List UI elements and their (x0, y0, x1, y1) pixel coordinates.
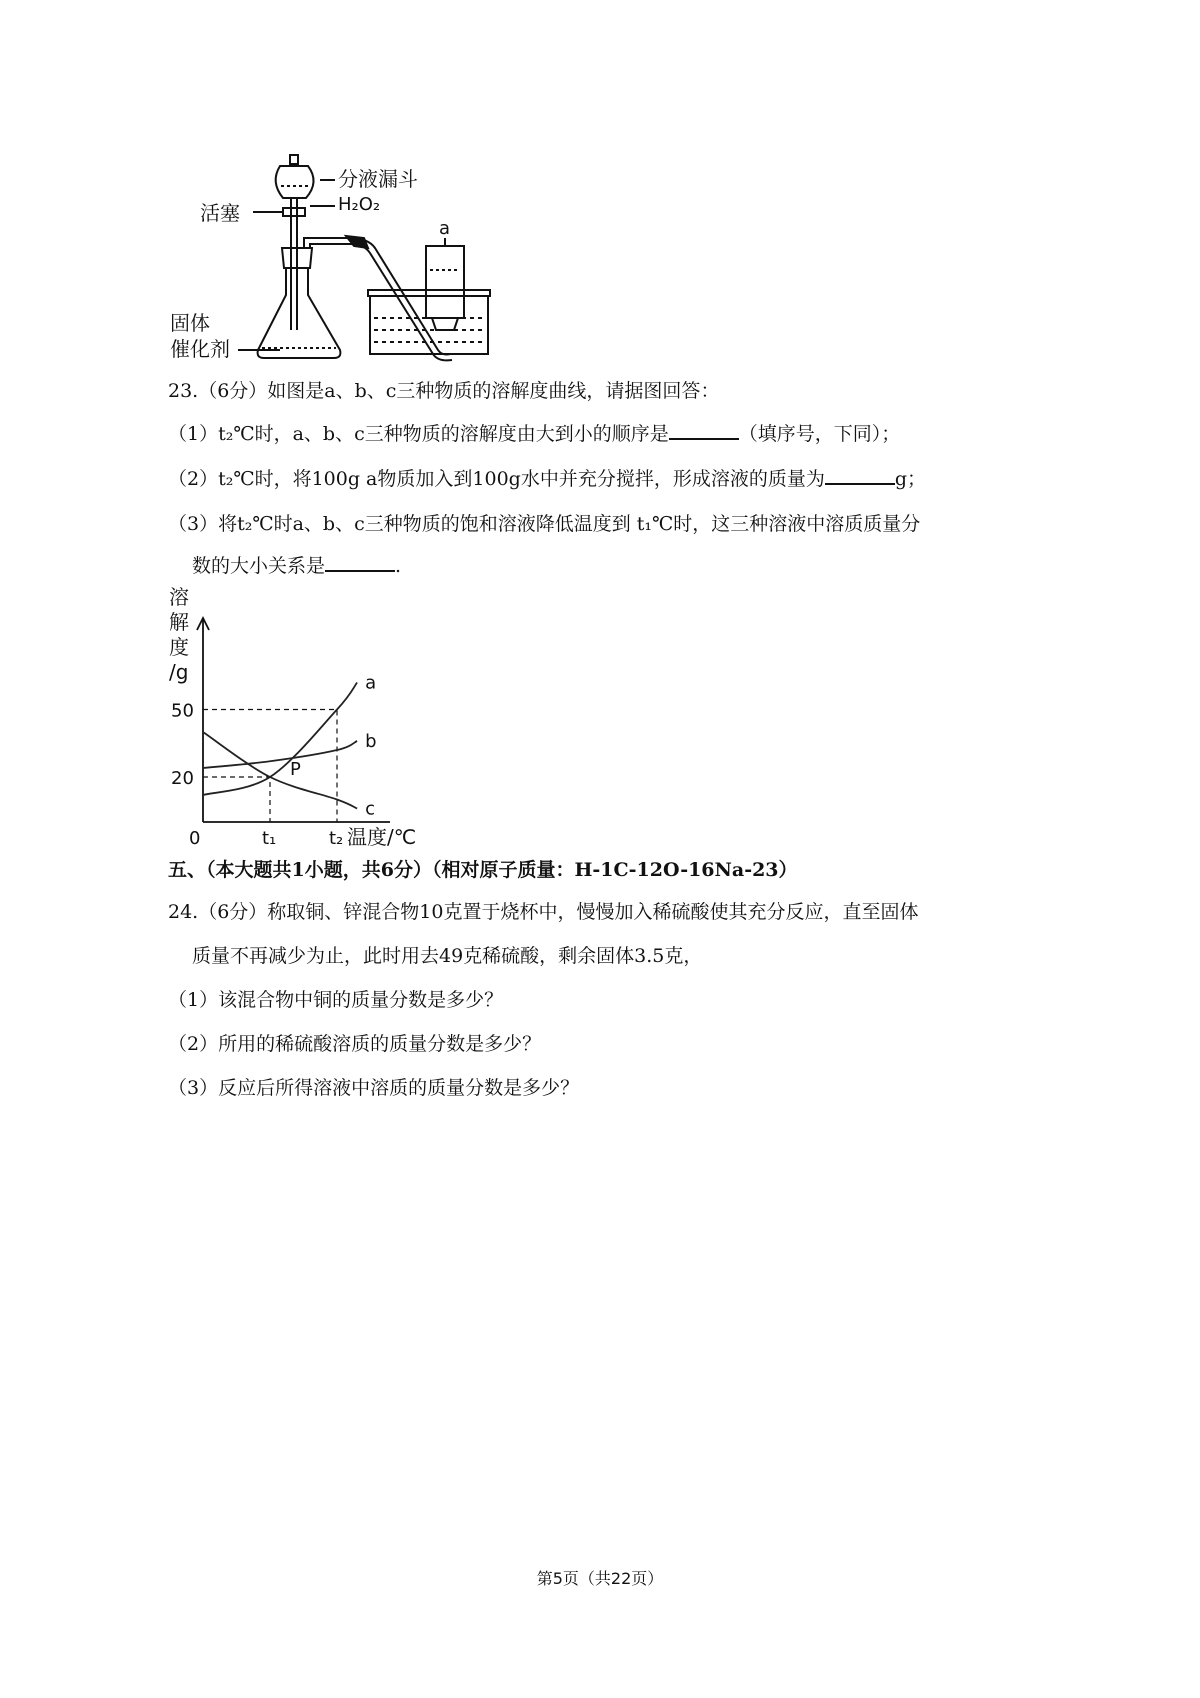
series-label-a: a (365, 672, 377, 694)
q23-part2-text: （2）t₂℃时，将100g a物质加入到100g水中并充分搅拌，形成溶液的质量为 (168, 468, 825, 490)
q23-part3-text: 数的大小关系是 (192, 555, 326, 577)
page-footer: 第5页（共22页） (536, 1569, 664, 1588)
intersection-point-label: P (290, 759, 301, 780)
answer-blank[interactable] (325, 552, 395, 572)
q24-part1: （1）该混合物中铜的质量分数是多少？ (168, 989, 504, 1011)
y-tick-label: 20 (171, 768, 194, 789)
q23-part1-text: （1）t₂℃时，a、b、c三种物质的溶解度由大到小的顺序是 (168, 423, 669, 445)
q23-part1 (168, 420, 900, 448)
guide-line-20 (203, 777, 270, 822)
q24-part3: （3）反应后所得溶液中溶质的质量分数是多少？ (168, 1077, 580, 1099)
answer-blank[interactable] (669, 420, 739, 440)
catalyst-label-1: 固体 (170, 311, 210, 335)
q23-part3-line1: （3）将t₂℃时a、b、c三种物质的饱和溶液降低温度到 t₁℃时，这三种溶液中溶质质量分 (168, 513, 921, 535)
y-tick-label: 50 (171, 700, 194, 722)
y-axis-label-char: /g (169, 660, 189, 684)
q23-part3-suffix: . (395, 555, 402, 577)
series-line-a (203, 683, 357, 796)
y-axis-label-char: 度 (169, 635, 189, 659)
funnel-label: 分液漏斗 (338, 167, 418, 191)
stopcock-label: 活塞 (200, 201, 240, 225)
solubility-chart (165, 582, 417, 852)
q23-stem: 23.（6分）如图是a、b、c三种物质的溶解度曲线，请据图回答： (168, 380, 720, 402)
q23-part2-suffix: g； (894, 468, 926, 490)
series-label-b: b (365, 731, 377, 752)
q23-part1-suffix: （填序号，下同）； (738, 423, 901, 445)
q23-part3-line2 (192, 552, 401, 580)
catalyst-label-2: 催化剂 (170, 337, 230, 361)
series-line-b (203, 741, 357, 768)
q24-stem-line2: 质量不再减少为止，此时用去49克稀硫酸，剩余固体3.5克， (192, 945, 703, 967)
series-label-c: c (365, 798, 376, 820)
q24-part2: （2）所用的稀硫酸溶质的质量分数是多少？ (168, 1033, 542, 1055)
y-axis-label-char: 解 (169, 610, 189, 634)
x-tick-label: t₂ (329, 828, 344, 849)
q24-stem-line1: 24.（6分）称取铜、锌混合物10克置于烧杯中，慢慢加入稀硫酸使其充分反应，直至固体 (168, 901, 919, 923)
x-tick-label: 0 (189, 828, 201, 849)
y-axis-label-char: 溶 (169, 585, 189, 609)
x-axis-label: 温度/℃ (347, 825, 417, 849)
x-tick-label: t₁ (262, 828, 277, 849)
q23-part2 (168, 465, 926, 493)
bottle-label-a: a (439, 218, 451, 239)
h2o2-label: H₂O₂ (338, 194, 381, 215)
apparatus-diagram (170, 150, 530, 395)
answer-blank[interactable] (825, 465, 895, 485)
section-heading: 五、（本大题共1小题，共6分）（相对原子质量：H-1C-12O-16Na-23） (168, 859, 798, 881)
